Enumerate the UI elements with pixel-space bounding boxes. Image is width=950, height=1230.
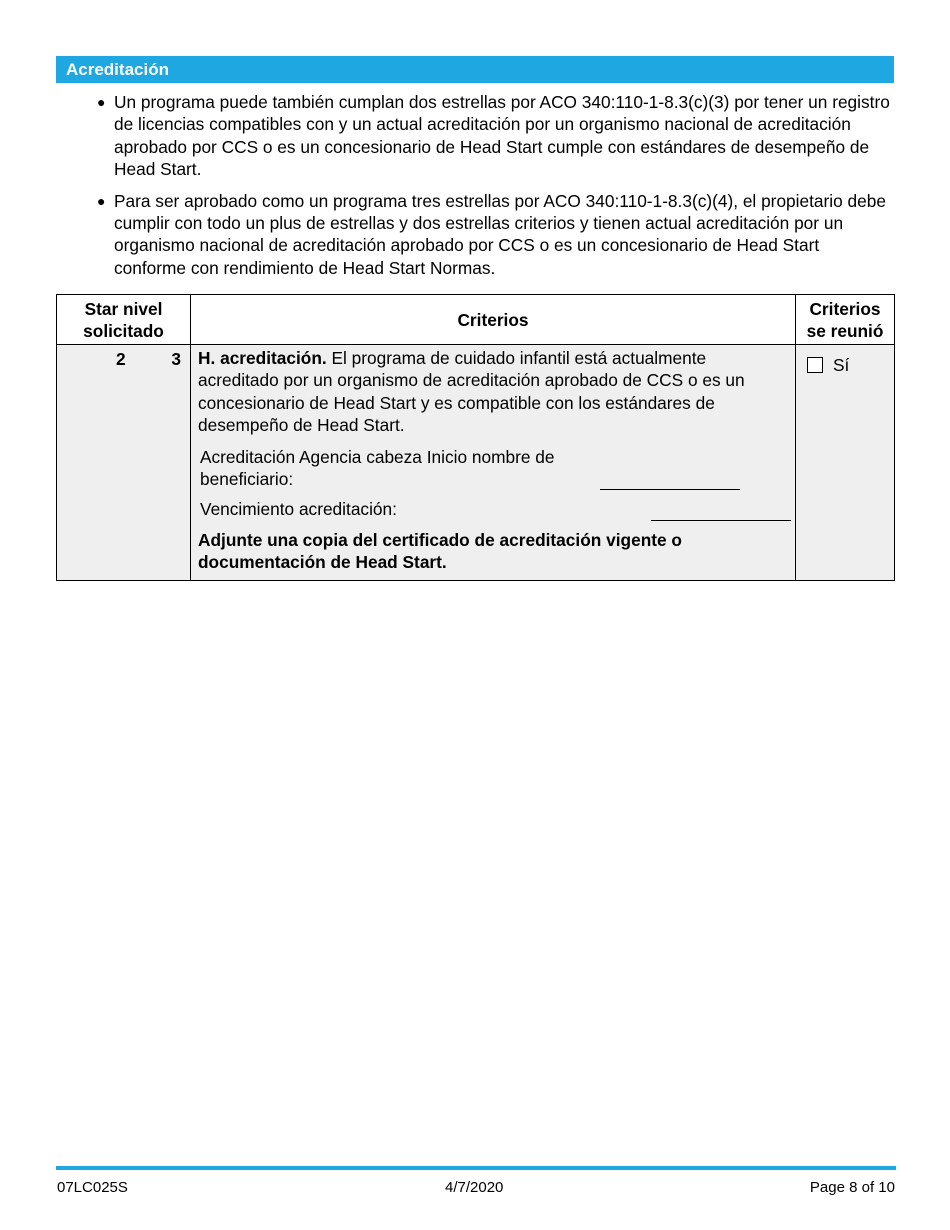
footer-form-id: 07LC025S xyxy=(57,1179,128,1196)
bullet-text: Un programa puede también cumplan dos estrellas por ACO 340:110-1-8.3(c)(3) por tener un registro de licencias compatibles con y un actual acreditación por un organismo nacional de acreditación aprobado por CCS o es un concesionario de Head Start cumple con estándares de desempeño de Head Start. xyxy=(114,92,890,180)
bullet-item xyxy=(95,91,895,181)
star-level-3: 3 xyxy=(171,349,181,369)
criteria-cell xyxy=(191,345,796,581)
criteria-met-cell xyxy=(796,345,895,581)
footer-divider xyxy=(56,1166,896,1170)
bullet-icon: ● xyxy=(97,192,106,209)
footer-date: 4/7/2020 xyxy=(445,1179,504,1196)
expiry-field-input[interactable] xyxy=(651,519,791,521)
header-star-level: Star nivel solicitado xyxy=(57,295,191,345)
agency-field-row xyxy=(198,446,789,491)
agency-field-input[interactable] xyxy=(600,488,740,490)
footer-page-number: Page 8 of 10 xyxy=(809,1179,895,1196)
criterion-description xyxy=(198,347,789,437)
bullet-list xyxy=(95,91,895,288)
star-level-2: 2 xyxy=(116,349,126,369)
criteria-table xyxy=(56,294,895,581)
expiry-field-label: Vencimiento acreditación: xyxy=(200,499,397,520)
header-criteria: Criterios xyxy=(191,295,796,345)
table-header-row xyxy=(57,295,895,345)
table-row xyxy=(57,345,895,581)
section-header-acreditacion xyxy=(56,56,894,83)
bullet-text: Para ser aprobado como un programa tres estrellas por ACO 340:110-1-8.3(c)(4), el propietario debe cumplir con todo un plus de estrellas y dos estrellas criterios y tienen actual acreditación por un organismo nacional de acreditación aprobado por CCS o es un concesionario de Head Start conforme con rendimiento de Head Start Normas. xyxy=(114,190,886,278)
criterion-title: H. acreditación. xyxy=(198,348,327,368)
bullet-icon: ● xyxy=(97,94,106,110)
header-criteria-met: Criterios se reunió xyxy=(796,295,895,345)
criterion-text: El programa de cuidado infantil está actualmente acreditado por un organismo de acreditación aprobado de CCS o es un concesionario de Head Start y es compatible con los estándares de desempeño de Head Start. xyxy=(198,348,745,436)
checkbox-label: Sí xyxy=(833,355,850,375)
criteria-met-checkbox[interactable] xyxy=(807,357,823,373)
bullet-item xyxy=(95,190,895,280)
section-title: Acreditación xyxy=(66,60,169,79)
agency-field-label: Acreditación Agencia cabeza Inicio nombre de beneficiario: xyxy=(200,446,555,490)
expiry-field-row xyxy=(198,498,789,520)
attach-note: Adjunte una copia del certificado de acreditación vigente o documentación de Head Start. xyxy=(198,529,682,573)
star-level-cell xyxy=(57,345,191,581)
